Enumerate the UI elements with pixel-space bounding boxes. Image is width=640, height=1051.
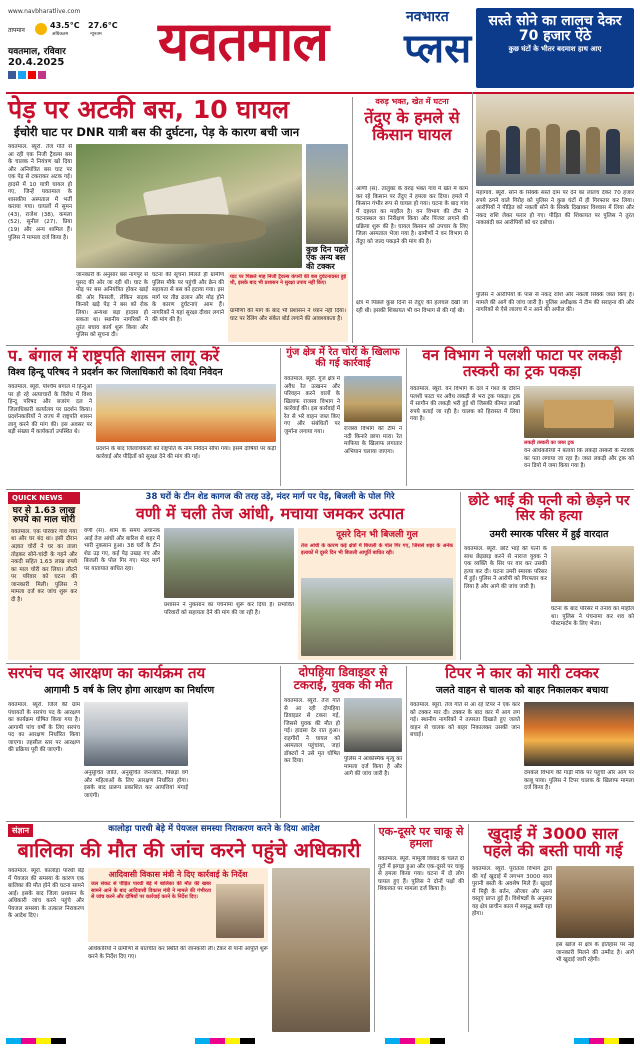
story9-headline[interactable]: सरपंच पद आरक्षण का कार्यक्रम तय	[8, 664, 206, 682]
quick-news-label: QUICK NEWS	[8, 492, 80, 504]
temp-label: तापमान	[8, 27, 25, 34]
story6-caption: लकड़ी तस्करी का जब्त ट्रक	[524, 440, 574, 446]
story4-body: यवतमाल. ब्यूरो. पश्चिम बंगाल में हिन्दुओं पर हो रहे अत्याचारों के विरोध में विश्व हिन्दू परिषद और बजरंग दल ने जिलाधिकारी कार्यालय पर प्रदर्शन किया। प्रदर्शनकारियों ने राज्य में राष्ट्रपति शासन लागू करने की मांग की। इस अवसर पर बड़ी संख्या में कार्यकर्ता उपस्थित थे।	[8, 384, 92, 436]
story8-headline[interactable]: छोटे भाई की पत्नी को छेड़ने पर सिर की हत्या	[468, 493, 630, 524]
story11-fire-photo	[524, 702, 634, 766]
promo-sub: कुछ घंटों के भीतर बदमाश हाथ आए	[508, 45, 602, 54]
story4-body2: प्रदर्शन के बाद जिलाधिकारी को राष्ट्रपति के नाम निवेदन सौंपा गया। इसमें दोषियों पर कड़ी कार्रवाई और पीड़ितों को सुरक्षा देने की मांग की गई।	[96, 446, 276, 460]
story11-subhead: जलते वाहन से चालक को बाहर निकालकर बचाया	[435, 685, 609, 696]
story10-body2: पुलिस ने आकस्मिक मृत्यु का मामला दर्ज किया है और आगे की जांच जारी है।	[344, 756, 402, 778]
story1-side-photo	[306, 144, 348, 244]
story7-sidebar-title: दूसरे दिन भी बिजली गुल	[336, 530, 418, 540]
story11-body: यवतमाल. ब्यूरो. तेज गति से आ रहे टिपर ने एक कार को टक्कर मार दी। टक्कर के बाद कार में आग लग गई। स्थानीय नागरिकों ने तत्परता दिखाते हुए जलते वाहन से चालक को बाहर निकालकर उसकी जान बचाई।	[410, 702, 520, 739]
story6-body: यवतमाल. ब्यूरो. वन विभाग के दल ने गश्त के दौरान पलशी फाटा पर अवैध लकड़ी से भरा ट्रक पकड़ा। ट्रक में सागौन की लकड़ी भरी हुई थी जिसकी कीमत लाखों रुपये बताई जा रही है। चालक को हिरासत में लिया गया है।	[410, 386, 520, 423]
story7-sidebar	[298, 528, 456, 660]
story1-caption-body: घाट पर पिछले माह निजी ट्रैवल्स कंपनी की बस दुर्घटनाग्रस्त हुई थी, इसके बाद भी प्रशासन ने सुरक्षा उपाय नहीं किए।	[230, 274, 346, 287]
story4-headline[interactable]: प. बंगाल में राष्ट्रपति शासन लागू करें	[8, 346, 220, 365]
brand-small: नवभारत	[406, 9, 449, 25]
story13-body: यवतमाल. ब्यूरो. मामूली विवाद के चलते दो गुटों में झगड़ा हुआ और एक-दूसरे पर चाकू से हमला किया गया। घटना में दो लोग घायल हुए हैं। पुलिस ने दोनों पक्षों की शिकायत पर मामला दर्ज किया है।	[378, 856, 464, 893]
story1-body4: ग्रामीणों की मांग के बाद भी प्रशासन ने ध्यान नहीं दिया। घाट पर रेलिंग और संकेत बोर्ड लगाने की आवश्यकता है।	[230, 308, 346, 322]
story8-subhead: उमरी स्मारक परिसर में हुई वारदात	[489, 529, 609, 540]
story1-bus-photo	[76, 144, 302, 268]
story4-protest-photo	[96, 384, 276, 442]
story2-kicker: वरुड़ भक्त, खेत में घटना	[375, 97, 449, 106]
story3-body2: पुलिस ने आरोपियों के पास से नकद राशि और नकली सिक्के जब्त किए हैं। मामले की आगे की जांच जारी है। पुलिस अधीक्षक ने टीम की सराहना की और नागरिकों से ऐसे लालच में न आने की अपील की।	[476, 292, 634, 314]
story2-body: आर्णी (सं). तालुका के वरुड़ भक्त गांव में खेत में काम कर रहे किसान पर तेंदुए ने हमला कर दिया। हमले में किसान गंभीर रूप से घायल हो गया। घटना के बाद गांव में दहशत का माहौल है। वन विभाग की टीम ने घटनास्थल का निरीक्षण किया और पिंजरा लगाने की प्रक्रिया शुरू की है। घायल किसान को उपचार के लिए जिला अस्पताल भेजा गया है। ग्रामीणों ने वन विभाग से तेंदुए को जल्द पकड़ने की मांग की है।	[356, 186, 468, 245]
youtube-icon[interactable]	[28, 71, 36, 79]
masthead-title: यवतमाल	[158, 10, 329, 73]
story14-excavation-photo	[556, 866, 634, 938]
website-url[interactable]: www.navbharatlive.com	[8, 8, 81, 15]
story12-kicker: कालोड़ा पारधी बेड़े में पेयजल समस्या निराकरण करने के दिया आदेश	[108, 824, 320, 834]
story12-body2: अधिकारियों ने ग्रामीणों से बातचीत कर स्थिति की जानकारी ली। टैंकर से पानी आपूर्ति शुरू करने के निर्देश दिए गए।	[88, 946, 268, 960]
story12-body: यवतमाल. ब्यूरो. कालोड़ा पारधी बेड़े में पेयजल की समस्या के कारण एक बालिका की मौत होने की घटना सामने आई। इसके बाद जिला प्रशासन के अधिकारी जांच करने पहुंचे और पेयजल समस्या के तत्काल निराकरण के आदेश दिए।	[8, 868, 84, 920]
story11-body2: दमकल विभाग की गाड़ी मौके पर पहुंची और आग पर काबू पाया। पुलिस ने टिपर चालक के खिलाफ मामला दर्ज किया है।	[524, 770, 634, 792]
story9-body: यवतमाल. ब्यूरो. जिले की ग्राम पंचायतों के सरपंच पद के आरक्षण का कार्यक्रम घोषित किया गया है। आगामी पांच वर्षों के लिए सरपंच पद का आरक्षण निर्धारित किया जाएगा। तहसील स्तर पर आरक्षण की प्रक्रिया पूरी की जाएगी।	[8, 702, 80, 754]
print-registration-bar	[0, 1038, 640, 1048]
story12-village-photo	[272, 868, 370, 1032]
story12-box-title: आदिवासी विकास मंत्री ने दिए कार्रवाई के निर्देश	[108, 870, 248, 879]
story7-body2: प्रशासन ने नुकसान का पंचनामा शुरू कर दिया है। प्रभावित परिवारों को सहायता देने की मांग की जा रही है।	[164, 602, 294, 616]
story12-minister-box	[88, 868, 268, 942]
city-day: यवतमाल, रविवार	[8, 47, 66, 57]
story12-headline[interactable]: बालिका की मौत की जांच करने पहुंचे अधिकारी	[17, 838, 361, 862]
story7-headline[interactable]: वणी में चली तेज आंधी, मचाया जमकर उत्पात	[135, 504, 405, 523]
story1-body1: यवतमाल. ब्यूरो. तेज गति से आ रही एक निजी ट्रैवल्स बस के चालक ने नियंत्रण खो दिया और अनियंत्रित बस घाट पर एक पेड़ से टकराकर अटक गई। हादसे में 10 यात्री घायल हो गए, जिन्हें यवतमाल के शासकीय अस्पताल में भर्ती कराया गया। घायलों में सुमन (43), राजेश (38), कमला (52), सुनील (27), प्रिया (19) और अन्य शामिल हैं। पुलिस ने मामला दर्ज किया है।	[8, 144, 72, 241]
story7-storm-photo	[164, 528, 294, 598]
story8-body2: घटना के बाद परिसर में तनाव का माहौल था। पुलिस ने पंचनामा कर शव को पोस्टमार्टम के लिए भेजा।	[551, 606, 634, 628]
story1-caption: कुछ दिन पहले एक अन्य बस की टक्कर	[306, 245, 349, 271]
story14-body: यवतमाल. ब्यूरो. पुरातत्व विभाग द्वारा की गई खुदाई में लगभग 3000 साल पुरानी बस्ती के अवशेष मिले हैं। खुदाई में मिट्टी के बर्तन, औजार और अन्य वस्तुएं प्राप्त हुई हैं। विशेषज्ञों के अनुसार यह क्षेत्र प्राचीन काल में समृद्ध बस्ती रहा होगा।	[472, 866, 552, 918]
story5-body2: राजस्व विभाग की टीम ने नदी किनारे छापा मारा। रेत माफिया के खिलाफ लगातार अभियान चलाया जाएगा।	[344, 426, 402, 455]
story2-body2: क्षेत्र में पिछले कुछ दिनों से तेंदुए की हलचल देखी जा रही थी। इसकी शिकायत भी वन विभाग से की गई थी।	[356, 300, 468, 314]
temp-min: 27.6°C	[88, 21, 118, 30]
story1-body3: घटना की सूचना मिलते ही ग्रामीण पुलिस मौके पर पहुंची और क्रेन की सहायता से बस को हटाया गया। इस मार्ग पर तीव्र ढलान और मोड़ होने के कारण दुर्घटनाएं आम हैं। नागरिकों ने यहां सुरक्षा दीवार लगाने की मांग की है।	[152, 272, 224, 324]
story7-kicker: 38 घरों के टीन शेड कागज की तरह उड़े, मंदर मार्ग पर पेड़, बिजली के पोल गिरे	[145, 492, 395, 502]
story9-subhead: आगामी 5 वर्ष के लिए होगा आरक्षण का निर्धारण	[44, 685, 215, 696]
quick-news-headline[interactable]: घर से 1.63 लाख रुपये का माल चोरी	[12, 506, 76, 526]
story12-minister-photo	[216, 884, 264, 938]
story1-subhead: ईचोरी घाट पर DNR यात्री बस की दुर्घटना, पेड़ के कारण बची जान	[14, 125, 300, 139]
story1-headline[interactable]: पेड़ पर अटकी बस, 10 घायल	[8, 95, 290, 124]
quick-news-box	[8, 492, 80, 660]
story12-box-body: जल संकट से पीड़ित पारधी बेड़े में बालिका की मौत की खबर सामने आने के बाद आदिवासी विकास मंत्री ने मामले की गंभीरता से जांच करने और दोषियों पर कार्रवाई करने के निर्देश दिए।	[91, 881, 211, 900]
story9-evm-photo	[84, 702, 188, 766]
social-icons	[8, 71, 46, 79]
story8-photo	[551, 546, 634, 602]
story7-body: वणी (सं). शाम के समय अचानक आई तेज आंधी और बारिश से शहर में भारी नुकसान हुआ। 38 घरों के टीन शेड उड़ गए, कई पेड़ उखड़ गए और बिजली के पोल गिर गए। मंदर मार्ग पर यातायात बाधित रहा।	[84, 528, 160, 572]
story6-truck-photo	[524, 386, 634, 438]
story5-headline[interactable]: गुंज क्षेत्र में रेत चोरों के खिलाफ की गई कार्रवाई	[286, 347, 400, 369]
temp-min-label: न्यूनतम	[90, 32, 102, 37]
promo-box[interactable]	[476, 8, 634, 88]
promo-headline: सस्ते सोने का लालच देकर 70 हजार ऐंठे	[488, 13, 622, 44]
instagram-icon[interactable]	[38, 71, 46, 79]
story14-body2: इस खोज से क्षेत्र के इतिहास पर नई जानकारी मिलने की उम्मीद है। आगे भी खुदाई जारी रहेगी।	[556, 942, 634, 964]
story1-caption-box	[228, 272, 348, 342]
quick-news-body: यवतमाल. एक परिवार गांव गया था और घर बंद था। इसी दौरान अज्ञात चोरों ने घर का ताला तोड़कर सोने-चांदी के गहने और नकदी सहित 1.63 लाख रुपये का माल चोरी कर लिया। लौटने पर परिवार को घटना की जानकारी मिली। पुलिस ने मामला दर्ज कर जांच शुरू कर दी है।	[11, 528, 77, 603]
facebook-icon[interactable]	[8, 71, 16, 79]
sun-icon	[35, 23, 47, 35]
story5-body: यवतमाल. ब्यूरो. गुंज क्षेत्र में अवैध रेत उत्खनन और परिवहन करने वालों के खिलाफ राजस्व विभाग ने कार्रवाई की। इस कार्रवाई में रेत से भरे वाहन जब्त किए गए और संबंधितों पर जुर्माना लगाया गया।	[284, 376, 340, 435]
story7-sidebar-body: तेज आंधी के कारण कई क्षेत्रों में बिजली के पोल गिर गए, जिससे शहर के अनेक इलाकों में दूसरे दिन भी बिजली आपूर्ति बाधित रही।	[301, 543, 453, 556]
story3-police-photo	[476, 94, 634, 186]
story2-headline[interactable]: तेंदुए के हमले से किसान घायल	[364, 108, 460, 144]
issue-date: 20.4.2025	[8, 57, 65, 68]
story6-body2: वन अधिकारियों ने बताया कि लकड़ी तस्करी के नेटवर्क का पता लगाया जा रहा है। जब्त लकड़ी और ट्रक को वन डिपो में जमा किया गया है।	[524, 448, 634, 470]
story3-body: महागांव. ब्यूरो. सोने के सिक्के सस्ते दाम पर देने का लालच देकर 70 हजार रुपये ठगने वाले गिरोह को पुलिस ने कुछ घंटों में ही गिरफ्तार कर लिया। आरोपियों ने पीड़ित को नकली सोने के सिक्के दिखाकर विश्वास में लिया और नकद राशि लेकर फरार हो गए। पीड़ित की शिकायत पर पुलिस ने तुरंत नाकाबंदी कर आरोपियों को धर दबोचा।	[476, 190, 634, 227]
story13-headline[interactable]: एक-दूसरे पर चाकू से हमला	[378, 825, 464, 850]
brand-big: प्लस	[404, 26, 472, 72]
story14-headline[interactable]: खुदाई में 3000 साल पहले की बस्ती पायी गई	[483, 824, 623, 860]
twitter-icon[interactable]	[18, 71, 26, 79]
story9-body2: अनुसूचित जाति, अनुसूचित जनजाति, पिछड़ा वर्ग और महिलाओं के लिए आरक्षण निर्धारित होगा। इसके बाद प्रारूप प्रकाशित कर आपत्तियां मंगाई जाएंगी।	[84, 770, 188, 799]
story11-headline[interactable]: टिपर ने कार को मारी टक्कर	[445, 664, 599, 682]
story10-accident-photo	[344, 698, 402, 752]
story8-body: यवतमाल. ब्यूरो. छोटे भाई की पत्नी के साथ छेड़छाड़ करने से नाराज युवक ने एक व्यक्ति के सिर पर वार कर उसकी हत्या कर दी। घटना उमरी स्मारक परिसर में हुई। पुलिस ने आरोपी को गिरफ्तार कर लिया है और आगे की जांच जारी है।	[464, 546, 547, 590]
temp-max-label: अधिकतम	[52, 32, 69, 37]
story5-sand-photo	[344, 376, 402, 422]
story1-body2: जानकारी के अनुसार बस नागपुर से पुसद की ओर जा रही थी। घाट के मोड़ पर बस अनियंत्रित होकर खाई की ओर फिसली, लेकिन सड़क किनारे खड़े पेड़ ने बस को रोक लिया। अन्यथा बड़ा हादसा हो सकता था। स्थानीय नागरिकों ने तुरंत बचाव कार्य शुरू किया और पुलिस को सूचना दी।	[76, 272, 148, 339]
story6-headline[interactable]: वन विभाग ने पलशी फाटा पर लकड़ी तस्करी का ट्रक पकड़ा	[422, 346, 622, 380]
story10-headline[interactable]: दोपहिया डिवाइडर से टकराई, युवक की मौत	[293, 665, 393, 692]
story7-pole-photo	[301, 578, 453, 656]
temp-max: 43.5°C	[50, 21, 80, 30]
story12-kicker-place: संज्ञान	[8, 824, 33, 837]
story10-body: यवतमाल. ब्यूरो. तेज गति से आ रही दोपहिया डिवाइडर से टकरा गई, जिससे युवक की मौत हो गई। हादसा देर रात हुआ। राहगीरों ने घायल को अस्पताल पहुंचाया, जहां डॉक्टरों ने उसे मृत घोषित कर दिया।	[284, 698, 340, 765]
story4-subhead: विश्व हिन्दू परिषद ने प्रदर्शन कर जिलाधिकारी को दिया निवेदन	[8, 367, 223, 378]
